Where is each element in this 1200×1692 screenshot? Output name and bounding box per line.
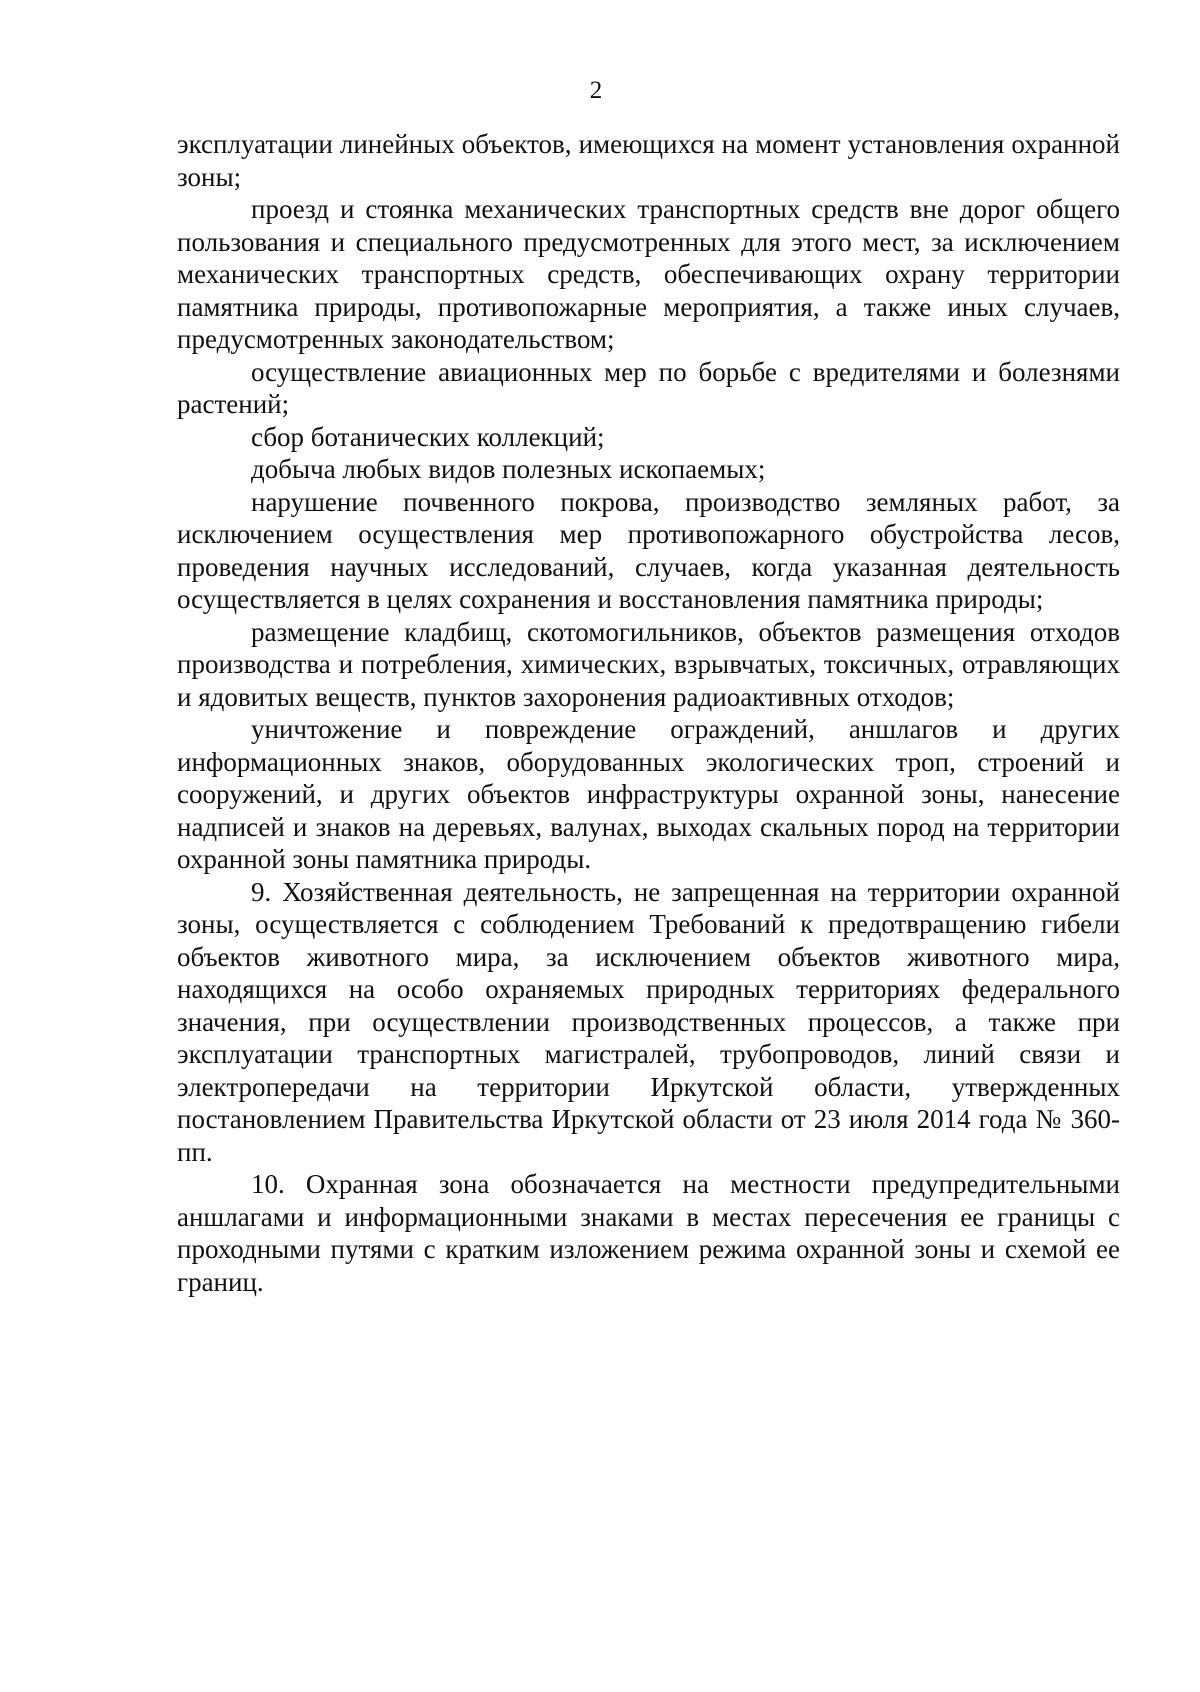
paragraph-vehicle-restriction: проезд и стоянка механических транспортных средств вне дорог общего пользования и специального предусмотренных для этого мест, за исключением механических транспортных средств, обеспечивающих охрану территории памятника природы, противопожарные мероприятия, а также иных случаев, предусмотренных законодательством;: [177, 194, 1120, 354]
document-body: [177, 128, 1120, 1298]
paragraph-item-9: 9. Хозяйственная деятельность, не запрещенная на территории охранной зоны, осуществляется с соблюдением Требований к предотвращению гибели объектов животного мира, за исключением объектов животного мира, находящихся на особо охраняемых природных территориях федерального значения, при осуществлении производственных процессов, а также при эксплуатации транспортных магистралей, трубопроводов, линий связи и электропередачи на территории Иркутской области, утвержденных постановлением Правительства Иркутской области от 23 июля 2014 года № 360-пп.: [177, 876, 1120, 1167]
paragraph-item-10: 10. Охранная зона обозначается на местности предупредительными аншлагами и информационными знаками в местах пересечения ее границы с проходными путями с кратким изложением режима охранной зоны и схемой ее границ.: [177, 1169, 1120, 1297]
page-number: 2: [589, 77, 603, 104]
paragraph-mineral-extraction: добыча любых видов полезных ископаемых;: [251, 454, 766, 484]
paragraph-infrastructure-damage: уничтожение и повреждение ограждений, аншлагов и других информационных знаков, оборудованных экологических троп, строений и сооружений, и других объектов инфраструктуры охранной зоны, нанесение надписей и знаков на деревьях, валунах, выходах скальных пород на территории охранной зоны памятника природы.: [177, 714, 1120, 874]
paragraph-botanical-collections: сбор ботанических коллекций;: [251, 421, 605, 452]
paragraph-waste-placement: размещение кладбищ, скотомогильников, объектов размещения отходов производства и потребления, химических, взрывчатых, токсичных, отравляющих и ядовитых веществ, пунктов захоронения радиоактивных отходов;: [177, 616, 1120, 712]
paragraph-continuation: эксплуатации линейных объектов, имеющихся на момент установления охранной зоны;: [177, 129, 1120, 192]
paragraph-aviation-pest-control: осуществление авиационных мер по борьбе с вредителями и болезнями растений;: [177, 356, 1120, 419]
paragraph-soil-disturbance: нарушение почвенного покрова, производство земляных работ, за исключением осуществления мер противопожарного обустройства лесов, проведения научных исследований, случаев, когда указанная деятельность осуществляется в целях сохранения и восстановления памятника природы;: [177, 486, 1120, 614]
